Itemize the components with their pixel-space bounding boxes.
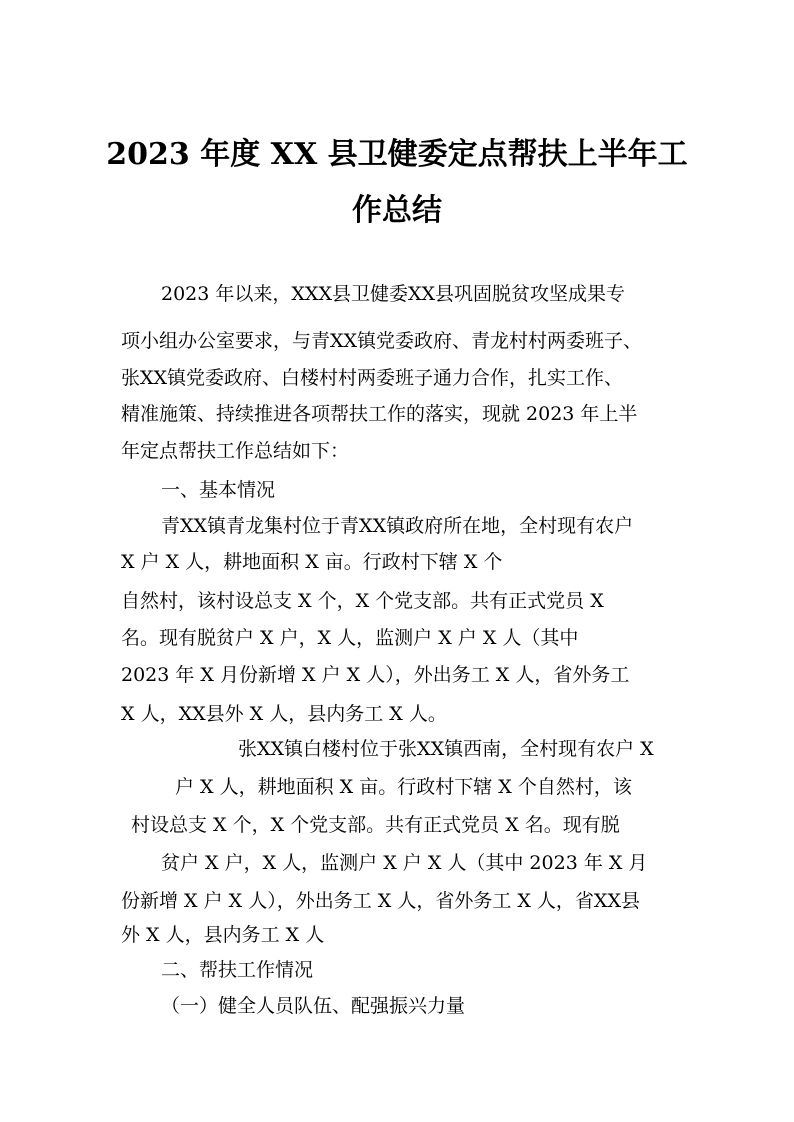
paragraph-line: 名。现有脱贫户 X 户，X 人，监测户 X 户 X 人（其中 — [121, 627, 579, 649]
paragraph-line: 2023 年以来，XXX县卫健委XX县巩固脱贫攻坚成果专 — [161, 283, 626, 305]
paragraph-line: 年定点帮扶工作总结如下： — [121, 440, 350, 462]
paragraph-line: X 人，XX县外 X 人，县内务工 X 人。 — [121, 703, 447, 725]
paragraph-line: 张XX镇党委政府、白楼村村两委班子通力合作，扎实工作、 — [121, 367, 624, 389]
paragraph-line: 项小组办公室要求，与青XX镇党委政府、青龙村村两委班子、 — [121, 330, 643, 352]
paragraph-line: 户 X 人，耕地面积 X 亩。行政村下辖 X 个自然村，该 — [175, 776, 632, 798]
paragraph-line: 张XX镇白楼村位于张XX镇西南，全村现有农户 X — [238, 738, 654, 760]
paragraph-line: 自然村，该村设总支 X 个，X 个党支部。共有正式党员 X — [121, 590, 604, 612]
paragraph-line: 贫户 X 户，X 人，监测户 X 户 X 人（其中 2023 年 X 月 — [161, 852, 648, 874]
paragraph-line: 份新增 X 户 X 人），外出务工 X 人，省外务工 X 人，省XX县 — [121, 890, 640, 912]
section-heading: 一、基本情况 — [161, 479, 276, 501]
document-title-line-1: 2023 年度 XX 县卫健委定点帮扶上半年工 — [106, 137, 688, 172]
section-heading: 二、帮扶工作情况 — [161, 959, 314, 981]
subsection-heading: （一）健全人员队伍、配强振兴力量 — [161, 995, 466, 1017]
paragraph-line: 2023 年 X 月份新增 X 户 X 人），外出务工 X 人，省外务工 — [121, 664, 630, 686]
paragraph-line: 村设总支 X 个，X 个党支部。共有正式党员 X 名。现有脱 — [131, 814, 620, 836]
paragraph-line: X 户 X 人，耕地面积 X 亩。行政村下辖 X 个 — [121, 551, 503, 573]
paragraph-line: 精准施策、持续推进各项帮扶工作的落实，现就 2023 年上半 — [121, 403, 638, 425]
paragraph-line: 青XX镇青龙集村位于青XX镇政府所在地，全村现有农户 — [161, 515, 634, 537]
document-title-line-2: 作总结 — [352, 193, 442, 228]
paragraph-line: 外 X 人，县内务工 X 人 — [121, 924, 325, 946]
